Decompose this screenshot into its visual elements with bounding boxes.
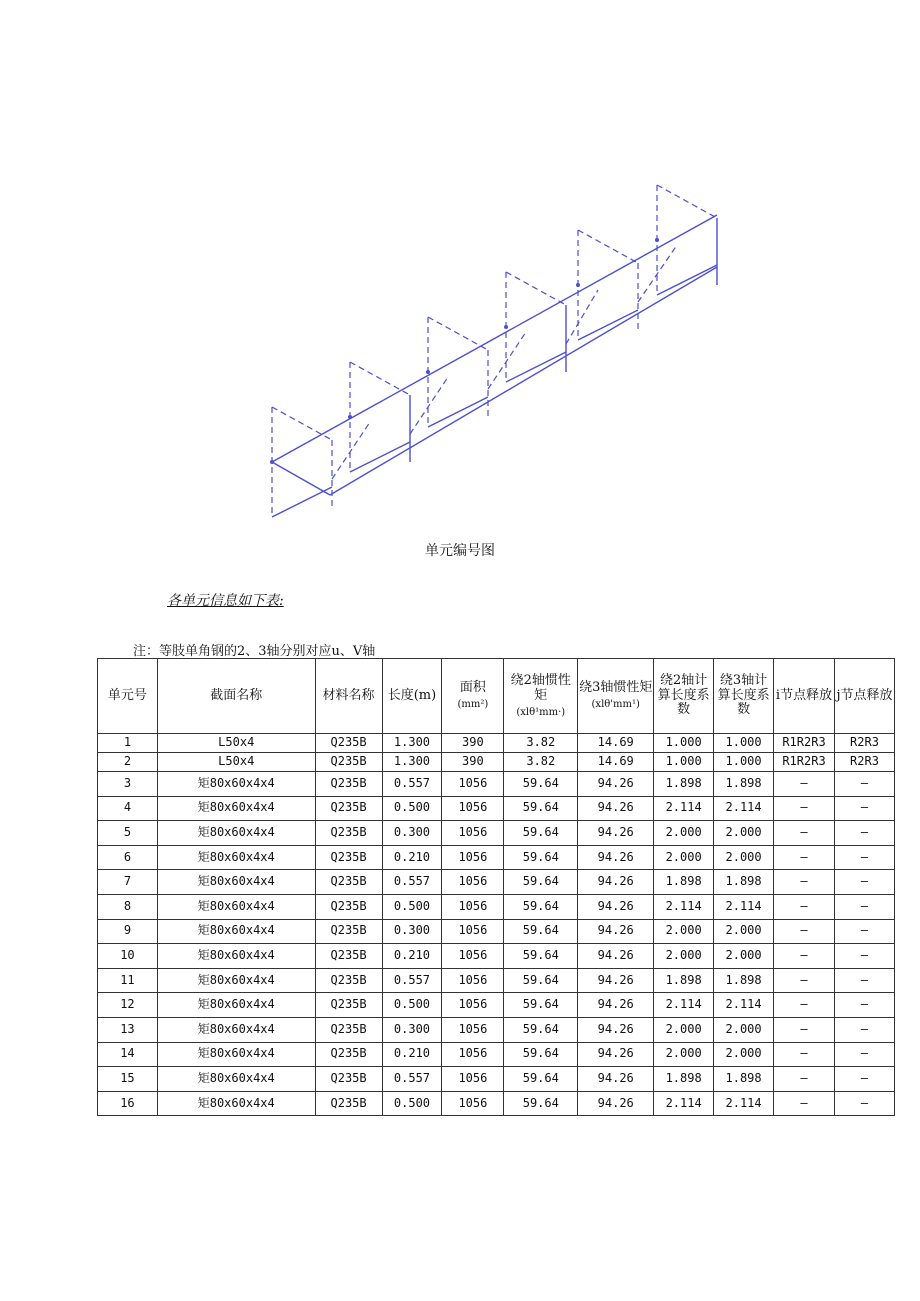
table-row <box>98 993 895 1018</box>
cell-length: 0.557 <box>382 968 442 993</box>
cell-section-name: 矩80x60x4x4 <box>157 919 315 944</box>
table-row <box>98 1017 895 1042</box>
node-marker <box>504 325 508 329</box>
cell-length-factor-3: 2.000 <box>714 1042 774 1067</box>
cell-length: 0.557 <box>382 772 442 797</box>
cell-release-j: — <box>834 894 894 919</box>
cell-length-factor-3: 1.898 <box>714 968 774 993</box>
header-material: 材料名称 <box>315 659 382 734</box>
header-inertia-2-label: 绕2轴惯性矩 <box>510 672 571 703</box>
header-element-id: 单元号 <box>98 659 158 734</box>
cell-release-i: — <box>774 796 835 821</box>
cell-release-j: — <box>834 1017 894 1042</box>
cell-element-id: 4 <box>98 796 158 821</box>
cell-section-name: L50x4 <box>157 753 315 772</box>
table-intro: 各单元信息如下表: <box>167 593 284 609</box>
cell-section-name: 矩80x60x4x4 <box>157 870 315 895</box>
cell-inertia-2: 59.64 <box>504 919 578 944</box>
table-row <box>98 1091 895 1116</box>
cell-length-factor-3: 2.000 <box>714 1017 774 1042</box>
cell-release-j: — <box>834 772 894 797</box>
cell-length-factor-2: 2.114 <box>654 796 714 821</box>
cell-section-name: 矩80x60x4x4 <box>157 1067 315 1092</box>
frame-diagonal <box>272 407 332 440</box>
cell-inertia-3: 94.26 <box>578 796 654 821</box>
cell-length-factor-3: 2.114 <box>714 894 774 919</box>
header-inertia-3-label: 绕3轴惯性矩 <box>579 680 653 696</box>
node-marker <box>348 415 352 419</box>
cell-release-i: R1R2R3 <box>774 753 835 772</box>
cell-section-name: 矩80x60x4x4 <box>157 1042 315 1067</box>
cell-release-i: — <box>774 968 835 993</box>
header-inertia-2 <box>504 659 578 734</box>
cell-release-j: — <box>834 821 894 846</box>
cell-release-i: — <box>774 894 835 919</box>
header-release-i: i节点释放 <box>774 659 835 734</box>
cell-section-name: 矩80x60x4x4 <box>157 772 315 797</box>
cell-section-name: 矩80x60x4x4 <box>157 821 315 846</box>
cell-section-name: 矩80x60x4x4 <box>157 993 315 1018</box>
header-area <box>442 659 504 734</box>
cell-section-name: 矩80x60x4x4 <box>157 845 315 870</box>
frame-diagonal <box>428 317 488 350</box>
cell-length-factor-2: 2.114 <box>654 993 714 1018</box>
cell-length-factor-3: 2.000 <box>714 845 774 870</box>
cell-release-i: — <box>774 821 835 846</box>
table-row <box>98 796 895 821</box>
cell-release-i: — <box>774 845 835 870</box>
cell-section-name: 矩80x60x4x4 <box>157 1091 315 1116</box>
cell-length: 0.210 <box>382 845 442 870</box>
cell-area: 390 <box>442 734 504 753</box>
cell-release-j: — <box>834 919 894 944</box>
cell-length-factor-2: 2.000 <box>654 1017 714 1042</box>
cell-element-id: 16 <box>98 1091 158 1116</box>
cell-release-i: — <box>774 1067 835 1092</box>
cell-inertia-2: 59.64 <box>504 1091 578 1116</box>
cell-release-i: — <box>774 1042 835 1067</box>
cell-length-factor-2: 2.114 <box>654 894 714 919</box>
cell-inertia-2: 59.64 <box>504 821 578 846</box>
cell-area: 1056 <box>442 1017 504 1042</box>
cell-length: 1.300 <box>382 753 442 772</box>
frame-brace <box>657 265 717 295</box>
cell-element-id: 6 <box>98 845 158 870</box>
cell-release-j: R2R3 <box>834 734 894 753</box>
cell-inertia-2: 59.64 <box>504 968 578 993</box>
cell-element-id: 3 <box>98 772 158 797</box>
cell-inertia-3: 94.26 <box>578 772 654 797</box>
table-row <box>98 894 895 919</box>
cell-section-name: 矩80x60x4x4 <box>157 894 315 919</box>
element-numbering-figure <box>255 175 735 525</box>
cell-release-j: — <box>834 993 894 1018</box>
cell-element-id: 9 <box>98 919 158 944</box>
cell-inertia-3: 94.26 <box>578 944 654 969</box>
cell-element-id: 10 <box>98 944 158 969</box>
cell-material: Q235B <box>315 919 382 944</box>
cell-inertia-3: 94.26 <box>578 894 654 919</box>
cell-inertia-2: 3.82 <box>504 753 578 772</box>
cell-inertia-2: 59.64 <box>504 944 578 969</box>
cell-area: 1056 <box>442 821 504 846</box>
node-marker <box>426 370 430 374</box>
cell-element-id: 15 <box>98 1067 158 1092</box>
header-inertia-2-unit: (xlθ¹mm·) <box>516 706 566 718</box>
table-row <box>98 944 895 969</box>
table-row <box>98 919 895 944</box>
cell-length-factor-2: 1.000 <box>654 753 714 772</box>
cell-length-factor-2: 2.000 <box>654 821 714 846</box>
cell-material: Q235B <box>315 796 382 821</box>
bottom-chord <box>330 267 717 495</box>
cell-release-i: — <box>774 870 835 895</box>
cell-length-factor-3: 1.000 <box>714 753 774 772</box>
web-member <box>410 377 448 434</box>
cell-length: 0.500 <box>382 993 442 1018</box>
cell-inertia-2: 59.64 <box>504 772 578 797</box>
table-header-row <box>98 659 895 734</box>
cell-element-id: 5 <box>98 821 158 846</box>
node-marker <box>270 460 274 464</box>
cell-material: Q235B <box>315 1067 382 1092</box>
cell-length: 0.300 <box>382 919 442 944</box>
table-row <box>98 870 895 895</box>
cell-release-j: — <box>834 796 894 821</box>
cell-length-factor-2: 2.000 <box>654 845 714 870</box>
frame-brace <box>272 487 332 517</box>
cell-inertia-3: 94.26 <box>578 1017 654 1042</box>
cell-area: 1056 <box>442 1091 504 1116</box>
cell-inertia-3: 94.26 <box>578 845 654 870</box>
cell-material: Q235B <box>315 1091 382 1116</box>
header-length: 长度(m) <box>382 659 442 734</box>
header-inertia-3 <box>578 659 654 734</box>
cell-release-i: — <box>774 1017 835 1042</box>
table-row <box>98 845 895 870</box>
cell-release-i: — <box>774 919 835 944</box>
node-marker <box>655 238 659 242</box>
header-inertia-3-unit: (xlθ'mm¹) <box>591 699 640 711</box>
cell-length: 0.300 <box>382 821 442 846</box>
cell-release-j: R2R3 <box>834 753 894 772</box>
header-release-j: j节点释放 <box>834 659 894 734</box>
cell-area: 1056 <box>442 1067 504 1092</box>
cell-release-j: — <box>834 968 894 993</box>
cell-material: Q235B <box>315 894 382 919</box>
cell-length-factor-3: 1.898 <box>714 772 774 797</box>
cell-material: Q235B <box>315 845 382 870</box>
cell-area: 1056 <box>442 993 504 1018</box>
cell-inertia-2: 59.64 <box>504 796 578 821</box>
cell-material: Q235B <box>315 1017 382 1042</box>
cell-length-factor-2: 2.114 <box>654 1091 714 1116</box>
cell-release-j: — <box>834 1067 894 1092</box>
top-chord <box>272 215 717 462</box>
frame-diagonal <box>506 272 566 305</box>
table-row <box>98 772 895 797</box>
table-row <box>98 1042 895 1067</box>
cell-area: 1056 <box>442 845 504 870</box>
cell-length-factor-2: 2.000 <box>654 1042 714 1067</box>
cell-inertia-2: 59.64 <box>504 1017 578 1042</box>
cell-inertia-2: 59.64 <box>504 1042 578 1067</box>
cell-material: Q235B <box>315 944 382 969</box>
cell-section-name: 矩80x60x4x4 <box>157 944 315 969</box>
cell-element-id: 2 <box>98 753 158 772</box>
cell-inertia-3: 94.26 <box>578 1067 654 1092</box>
cell-length: 0.210 <box>382 1042 442 1067</box>
cell-element-id: 12 <box>98 993 158 1018</box>
cell-material: Q235B <box>315 821 382 846</box>
frame-diagonal <box>578 230 638 263</box>
cell-length: 0.557 <box>382 870 442 895</box>
cell-length: 0.500 <box>382 1091 442 1116</box>
cell-inertia-2: 59.64 <box>504 1067 578 1092</box>
cell-length-factor-2: 1.898 <box>654 772 714 797</box>
cell-inertia-3: 94.26 <box>578 870 654 895</box>
cell-area: 1056 <box>442 1042 504 1067</box>
header-length-factor-2: 绕2轴计算长度系数 <box>654 659 714 734</box>
cell-inertia-2: 59.64 <box>504 993 578 1018</box>
cell-material: Q235B <box>315 993 382 1018</box>
header-section-name: 截面名称 <box>157 659 315 734</box>
cell-length-factor-2: 2.000 <box>654 944 714 969</box>
cell-material: Q235B <box>315 772 382 797</box>
cell-area: 390 <box>442 753 504 772</box>
cell-element-id: 13 <box>98 1017 158 1042</box>
cell-element-id: 7 <box>98 870 158 895</box>
cell-inertia-2: 59.64 <box>504 870 578 895</box>
cell-release-j: — <box>834 870 894 895</box>
table-row <box>98 734 895 753</box>
cell-length-factor-2: 2.000 <box>654 919 714 944</box>
cell-area: 1056 <box>442 796 504 821</box>
cell-element-id: 11 <box>98 968 158 993</box>
cell-inertia-3: 94.26 <box>578 993 654 1018</box>
cell-length-factor-3: 2.114 <box>714 796 774 821</box>
element-info-table <box>97 658 895 1116</box>
cell-release-j: — <box>834 845 894 870</box>
cell-inertia-3: 14.69 <box>578 734 654 753</box>
cell-release-j: — <box>834 1042 894 1067</box>
web-member <box>566 290 598 344</box>
cell-area: 1056 <box>442 944 504 969</box>
cell-inertia-3: 94.26 <box>578 821 654 846</box>
cell-length: 0.500 <box>382 796 442 821</box>
table-row <box>98 968 895 993</box>
cell-release-i: — <box>774 993 835 1018</box>
cell-length: 0.557 <box>382 1067 442 1092</box>
cell-inertia-3: 94.26 <box>578 968 654 993</box>
end-strut <box>272 462 330 495</box>
cell-release-j: — <box>834 1091 894 1116</box>
cell-length: 0.500 <box>382 894 442 919</box>
cell-length: 0.300 <box>382 1017 442 1042</box>
cell-element-id: 1 <box>98 734 158 753</box>
cell-length-factor-3: 1.898 <box>714 870 774 895</box>
cell-length: 1.300 <box>382 734 442 753</box>
cell-inertia-3: 94.26 <box>578 919 654 944</box>
frame-brace <box>350 442 410 472</box>
cell-length: 0.210 <box>382 944 442 969</box>
cell-length-factor-3: 2.000 <box>714 919 774 944</box>
cell-area: 1056 <box>442 870 504 895</box>
cell-section-name: 矩80x60x4x4 <box>157 968 315 993</box>
web-member <box>488 332 526 389</box>
cell-material: Q235B <box>315 1042 382 1067</box>
cell-section-name: 矩80x60x4x4 <box>157 796 315 821</box>
node-marker <box>576 283 580 287</box>
table-row <box>98 821 895 846</box>
header-area-unit: (mm²) <box>457 699 489 711</box>
cell-inertia-2: 3.82 <box>504 734 578 753</box>
cell-length-factor-3: 2.000 <box>714 821 774 846</box>
cell-inertia-3: 14.69 <box>578 753 654 772</box>
cell-inertia-3: 94.26 <box>578 1091 654 1116</box>
table-row <box>98 1067 895 1092</box>
cell-length-factor-3: 2.114 <box>714 1091 774 1116</box>
cell-area: 1056 <box>442 894 504 919</box>
cell-length-factor-2: 1.898 <box>654 1067 714 1092</box>
cell-area: 1056 <box>442 919 504 944</box>
header-length-factor-3: 绕3轴计算长度系数 <box>714 659 774 734</box>
cell-material: Q235B <box>315 870 382 895</box>
cell-length-factor-2: 1.000 <box>654 734 714 753</box>
cell-material: Q235B <box>315 753 382 772</box>
cell-release-i: — <box>774 1091 835 1116</box>
cell-length-factor-3: 1.000 <box>714 734 774 753</box>
frame-diagonal <box>657 185 717 218</box>
header-area-label: 面积 <box>459 680 486 696</box>
table-note: 注：等肢单角钢的2、3轴分别对应u、V轴 <box>133 644 376 659</box>
truss-diagram <box>255 175 735 525</box>
cell-release-i: — <box>774 944 835 969</box>
cell-length-factor-3: 2.114 <box>714 993 774 1018</box>
cell-length-factor-2: 1.898 <box>654 870 714 895</box>
frame-brace <box>428 397 488 427</box>
cell-material: Q235B <box>315 734 382 753</box>
cell-length-factor-2: 1.898 <box>654 968 714 993</box>
cell-release-i: R1R2R3 <box>774 734 835 753</box>
figure-caption: 单元编号图 <box>425 543 495 559</box>
cell-area: 1056 <box>442 772 504 797</box>
cell-element-id: 14 <box>98 1042 158 1067</box>
cell-inertia-2: 59.64 <box>504 845 578 870</box>
cell-area: 1056 <box>442 968 504 993</box>
cell-material: Q235B <box>315 968 382 993</box>
web-member <box>332 422 370 479</box>
cell-section-name: 矩80x60x4x4 <box>157 1017 315 1042</box>
cell-release-i: — <box>774 772 835 797</box>
cell-release-j: — <box>834 944 894 969</box>
cell-length-factor-3: 1.898 <box>714 1067 774 1092</box>
cell-element-id: 8 <box>98 894 158 919</box>
cell-length-factor-3: 2.000 <box>714 944 774 969</box>
cell-inertia-3: 94.26 <box>578 1042 654 1067</box>
frame-brace <box>578 310 638 340</box>
table-row <box>98 753 895 772</box>
frame-brace <box>506 352 566 382</box>
cell-section-name: L50x4 <box>157 734 315 753</box>
cell-inertia-2: 59.64 <box>504 894 578 919</box>
